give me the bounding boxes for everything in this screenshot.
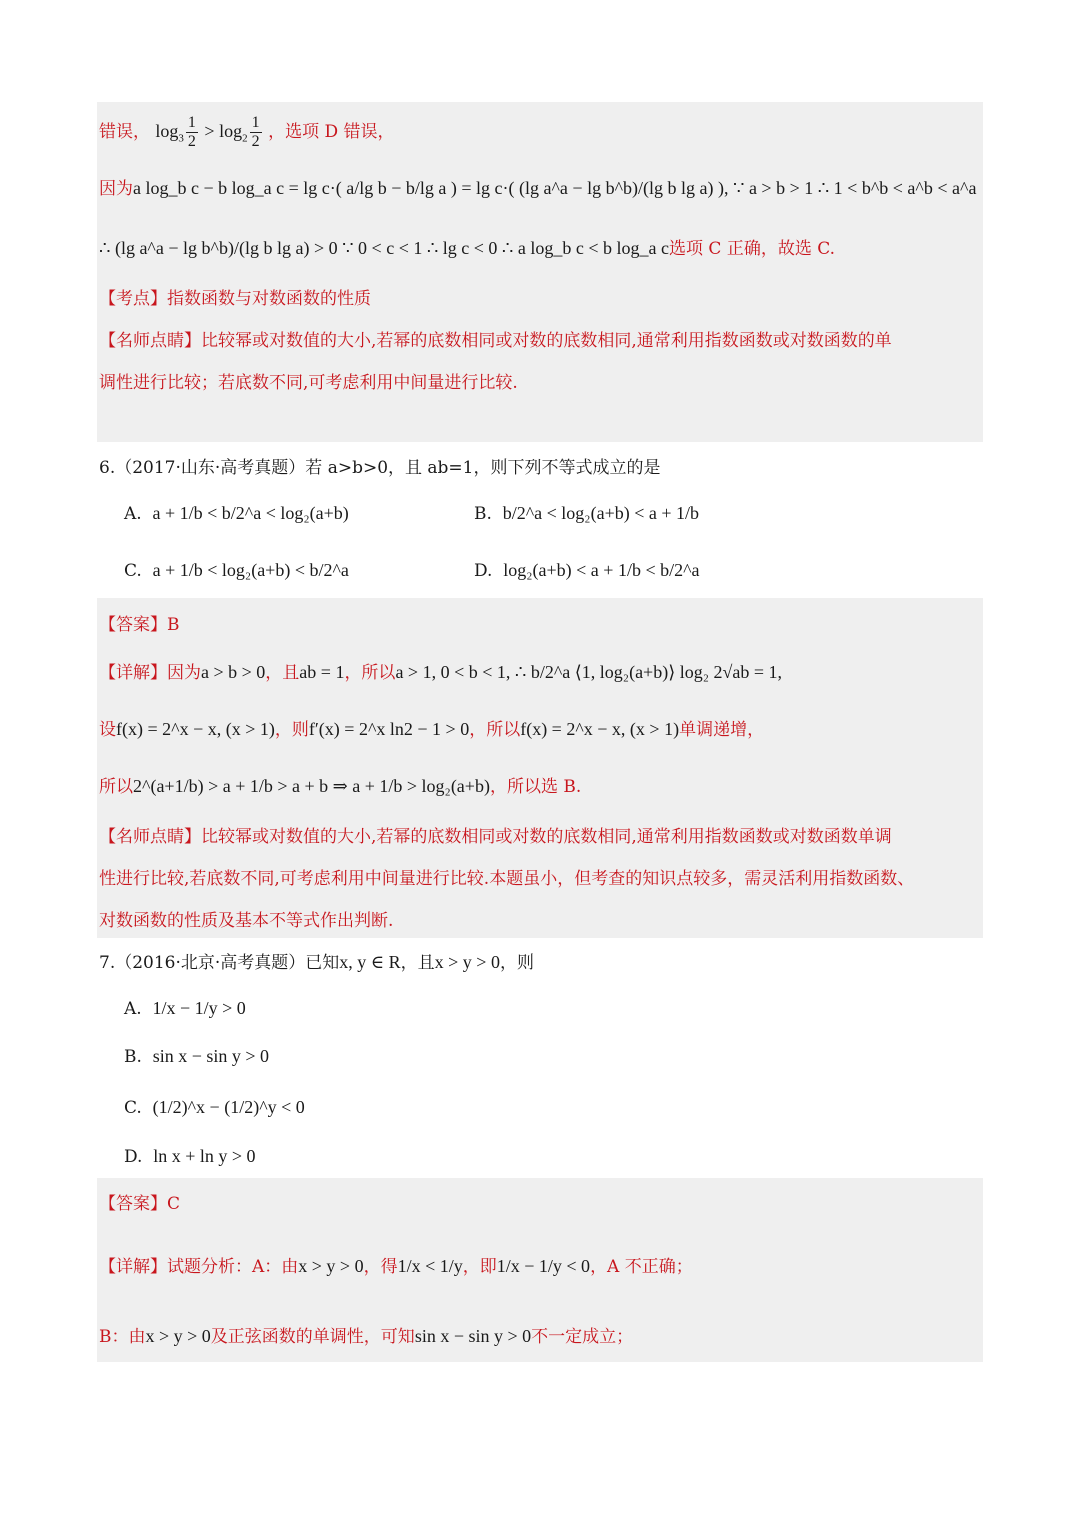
q7-answer: [99, 1189, 180, 1214]
q6-option-d[interactable]: [474, 560, 700, 581]
q7-option-a[interactable]: [124, 998, 246, 1019]
q6-detail-3: [99, 772, 581, 797]
gt-log: > log: [199, 121, 243, 142]
detail-math: a > b > 0: [201, 662, 266, 682]
frac-den: 2: [187, 133, 196, 151]
detail-math: a > 1, 0 < b < 1, ∴ b/2^a ⟨1, log₂(a+b)⟩ log₂ 2√ab = 1,: [395, 662, 783, 682]
detail-math: 1/x − 1/y < 0: [496, 1256, 591, 1276]
stem-text: ，且: [400, 953, 435, 973]
q6-stem: 6.（2017·山东·高考真题）若 a>b>0，且 ab=1，则下列不等式成立的是: [99, 458, 661, 478]
stem-text: ，则: [499, 953, 534, 973]
stem-math: x > y > 0: [434, 952, 500, 972]
tip-text-3: 对数函数的性质及基本不等式作出判断.: [99, 911, 394, 931]
detail-text: 设: [99, 720, 116, 740]
detail-text: B：由: [99, 1327, 146, 1347]
tip-text-1: 比较幂或对数值的大小,若幂的底数相同或对数的底数相同,通常利用指数函数或对数函数单调: [201, 827, 892, 847]
detail-math: sin x − sin y > 0: [414, 1326, 532, 1346]
detail-label: 【详解】: [99, 1257, 167, 1277]
detail-text: ，所以: [344, 663, 396, 683]
detail-text: 所以: [99, 777, 133, 797]
option-label: B.: [124, 1047, 142, 1067]
option-label: C.: [124, 1098, 142, 1118]
option-label: C.: [124, 561, 142, 581]
kaodian-label: 【考点】: [99, 289, 167, 309]
detail-math: f(x) = 2^x − x, (x > 1): [520, 719, 680, 739]
option-text: 1/x − 1/y > 0: [152, 998, 246, 1018]
detail-math: 1/x < 1/y: [397, 1256, 463, 1276]
log-text: log: [155, 121, 179, 142]
q6-option-b[interactable]: [474, 503, 699, 524]
detail-text: ，得: [363, 1257, 398, 1277]
q6-detail-2: [99, 715, 764, 740]
q6-option-c[interactable]: [124, 560, 349, 581]
detail-text: 及正弦函数的单调性，可知: [210, 1327, 415, 1347]
option-text: log₂(a+b) < a + 1/b < b/2^a: [503, 560, 700, 580]
option-text: sin x − sin y > 0: [152, 1046, 270, 1066]
frac-num: 1: [186, 114, 198, 133]
q5-line-1-post: ，选项 D 错误，: [268, 122, 395, 143]
q5-tip-1: [99, 326, 892, 351]
log-base-2: 2: [242, 132, 248, 145]
q5-kaodian: [99, 284, 371, 309]
q5-line-1-pre: 错误，: [99, 122, 150, 143]
option-text: a + 1/b < log₂(a+b) < b/2^a: [152, 560, 349, 580]
answer-value: B: [167, 615, 180, 635]
answer-label: 【答案】: [99, 615, 167, 635]
detail-text: 因为: [167, 663, 201, 683]
detail-text: ，即: [462, 1257, 497, 1277]
q5-tip-2: [99, 368, 518, 393]
fraction-half-2: [250, 114, 262, 152]
tip-text-2: 调性进行比较；若底数不同,可考虑利用中间量进行比较.: [99, 373, 518, 393]
stem-text: 7.（2016·北京·高考真题）已知: [99, 953, 340, 973]
detail-math: x > y > 0: [298, 1256, 364, 1276]
detail-label: 【详解】: [99, 663, 167, 683]
q7-option-c[interactable]: [124, 1097, 305, 1118]
tip-text-2: 性进行比较,若底数不同,可考虑利用中间量进行比较.本题虽小，但考查的知识点较多，需灵活利用指数函数、: [99, 869, 915, 889]
answer-value: C: [167, 1194, 181, 1214]
q7-detail-1: [99, 1252, 693, 1277]
detail-text: ，且: [265, 663, 300, 683]
option-text: a + 1/b < b/2^a < log₂(a+b): [152, 503, 349, 523]
q7-option-b[interactable]: [124, 1046, 269, 1067]
detail-text: 单调递增，: [679, 720, 765, 740]
q6-tip-2: [99, 864, 914, 889]
option-text: ln x + ln y > 0: [153, 1146, 256, 1166]
detail-text: ，所以: [469, 720, 521, 740]
tip-label: 【名师点睛】: [99, 331, 201, 351]
detail-math: ab = 1: [299, 662, 345, 682]
detail-math: x > y > 0: [145, 1326, 211, 1346]
detail-math: 2^(a+1/b) > a + 1/b > a + b ⇒ a + 1/b > log₂(a+b): [133, 776, 490, 796]
stem-math: x, y ∈ R: [339, 952, 401, 972]
q5-line-3-math: ∴ (lg a^a − lg b^b)/(lg b lg a) > 0 ∵ 0 < c < 1 ∴ lg c < 0 ∴ a log_b c < b log_a c: [99, 238, 669, 258]
q5-line-2: [99, 174, 976, 199]
q5-line-1-math: [155, 114, 268, 151]
detail-text: ，A 不正确；: [590, 1257, 693, 1277]
q6-answer: [99, 610, 180, 635]
q5-line-1: [99, 114, 395, 152]
tip-label: 【名师点睛】: [99, 827, 201, 847]
option-text: (1/2)^x − (1/2)^y < 0: [152, 1097, 305, 1117]
frac-num: 1: [250, 114, 262, 133]
fraction-half: [186, 114, 198, 152]
detail-math: f′(x) = 2^x ln2 − 1 > 0: [308, 719, 470, 739]
option-label: A.: [124, 999, 142, 1019]
q7-stem: [99, 948, 534, 973]
q5-line-3: [99, 234, 835, 259]
detail-text: ，则: [274, 720, 309, 740]
frac-den: 2: [251, 133, 260, 151]
kaodian-text: 指数函数与对数函数的性质: [167, 289, 371, 309]
option-text: b/2^a < log₂(a+b) < a + 1/b: [502, 503, 700, 523]
detail-text: ，所以选 B.: [489, 777, 582, 797]
option-label: A.: [124, 504, 142, 524]
option-label: D.: [124, 1147, 143, 1167]
detail-math: f(x) = 2^x − x, (x > 1): [116, 719, 275, 739]
q5-line-3-post: 选项 C 正确，故选 C.: [669, 239, 836, 259]
answer-label: 【答案】: [99, 1194, 167, 1214]
q6-tip-3: [99, 906, 393, 931]
q6-option-a[interactable]: [124, 503, 349, 524]
log-base-3: 3: [178, 132, 184, 145]
detail-text: 试题分析：A：由: [167, 1257, 299, 1277]
tip-text-1: 比较幂或对数值的大小,若幂的底数相同或对数的底数相同,通常利用指数函数或对数函数的单: [201, 331, 892, 351]
detail-text: 不一定成立；: [531, 1327, 634, 1347]
option-label: D.: [474, 561, 493, 581]
q6-tip-1: [99, 822, 892, 847]
q7-option-d[interactable]: [124, 1146, 256, 1167]
q6-detail-1: [99, 658, 782, 683]
option-label: B.: [474, 504, 492, 524]
q7-detail-2: [99, 1322, 633, 1347]
q5-line-2-pre: 因为: [99, 179, 133, 199]
q5-line-2-math: a log_b c − b log_a c = lg c·( a/lg b − b/lg a ) = lg c·( (lg a^a − lg b^b)/(lg b lg a) ), ∵ a > b > 1 ∴ 1 < b^b < a^b < a^a: [133, 178, 977, 198]
